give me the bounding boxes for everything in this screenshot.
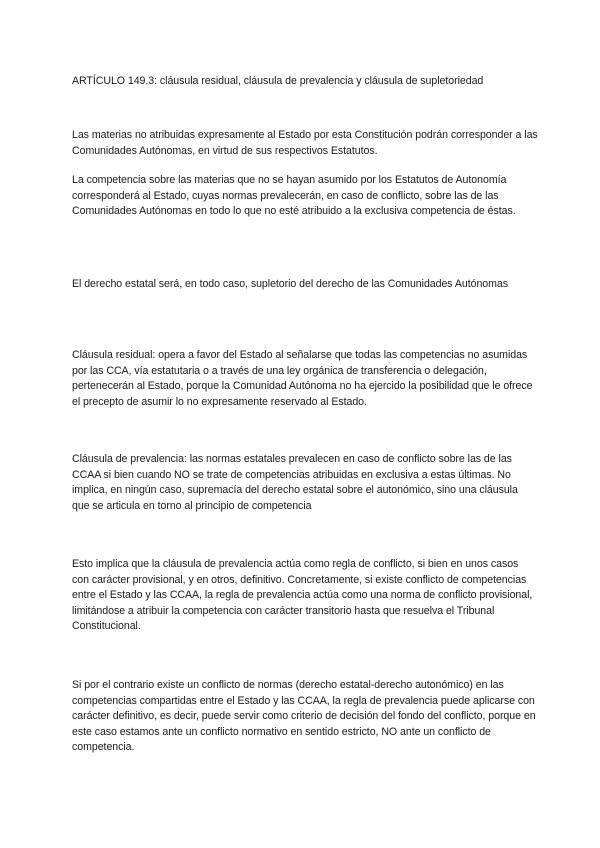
paragraph-residual-clause: Cláusula residual: opera a favor del Estado al señalarse que todas las competencias no asumidas por las CCA, vía estatutaria o a través de una ley orgánica de transferencia o delegación, pertenecerán al Estado, porque la Comunidad Autónoma no ha ejercido la posibilidad que le ofrece el precepto de asumir lo no expresamente reservado al Estado. [72, 349, 533, 408]
paragraph-conflict-rule: Esto implica que la cláusula de prevalencia actúa como regla de conflicto, si bien en unos casos con carácter provisional, y en otros, definitivo. Concretamente, si existe conflicto de competencias entre el Estado y las CCAA, la regla de prevalencia actúa como una norma de conflicto provisional, limitándose a atribuir la competencia con carácter transitorio hasta que resuelva el Tribunal Constitucional. [72, 558, 533, 632]
paragraph-1: Las materias no atribuidas expresamente al Estado por esta Constitución podrán corresponder a las Comunidades Autónomas, en virtud de sus respectivos Estatutos. [72, 129, 538, 157]
paragraph-3: El derecho estatal será, en todo caso, supletorio del derecho de las Comunidades Autónomas [72, 278, 509, 290]
paragraph-norm-conflict: Si por el contrario existe un conflicto de normas (derecho estatal-derecho autonómico) en las competencias compartidas entre el Estado y las CCAA, la regla de prevalencia puede aplicarse con carácter definitivo, es decir, puede servir como criterio de decisión del fondo del conflicto, porque en este caso estamos ante un conflicto normativo en sentido estricto, NO ante un conflicto de competencia. [72, 679, 536, 753]
paragraph-2: La competencia sobre las materias que no se hayan asumido por los Estatutos de Autonomía corresponderá al Estado, cuyas normas prevalecerán, en caso de conflicto, sobre las de las Comunidades Autónomas en todo lo que no esté atribuido a la exclusiva competencia de éstas. [72, 174, 516, 217]
paragraph-prevalence-clause: Cláusula de prevalencia: las normas estatales prevalecen en caso de conflicto sobre las de las CCAA si bien cuando NO se trate de competencias atribuidas en exclusiva a estas últimas. No implica, en ningún caso, supremacía del derecho estatal sobre el autonómico, sino una cláusula que se articula en torno al principio de competencia [72, 453, 518, 512]
document-title: ARTÍCULO 149.3: cláusula residual, cláusula de prevalencia y cláusula de supletoriedad [72, 75, 484, 87]
